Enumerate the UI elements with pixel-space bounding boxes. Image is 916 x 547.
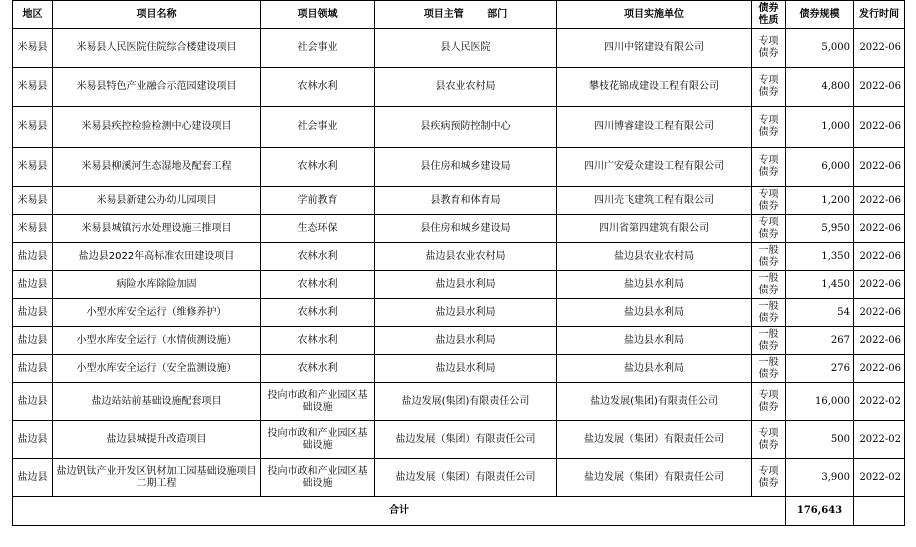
row-project-name: 米易县人民医院住院综合楼建设项目 <box>53 29 261 68</box>
row-dept: 盐边县水利局 <box>375 299 557 327</box>
row-project-name: 米易县新建公办幼儿园项目 <box>53 187 261 215</box>
row-bond-type: 一般债券 <box>752 271 786 299</box>
header-amount: 债券规模 <box>786 1 854 29</box>
row-dept: 盐边发展（集团）有限责任公司 <box>375 459 557 497</box>
table-row <box>13 215 905 243</box>
row-bond-type: 专项债券 <box>752 459 786 497</box>
row-project-name: 米易县城镇污水处理设施三推项目 <box>53 215 261 243</box>
row-region: 盐边县 <box>13 271 53 299</box>
row-bond-type: 专项债券 <box>752 383 786 421</box>
row-region: 米易县 <box>13 148 53 187</box>
table-row <box>13 29 905 68</box>
row-field: 农林水利 <box>261 243 375 271</box>
row-region: 盐边县 <box>13 355 53 383</box>
total-row <box>13 497 905 526</box>
table-header-row <box>13 1 905 29</box>
row-unit: 盐边县水利局 <box>557 355 752 383</box>
row-field: 农林水利 <box>261 68 375 107</box>
row-bond-type: 专项债券 <box>752 29 786 68</box>
row-unit: 盐边县水利局 <box>557 299 752 327</box>
row-field: 投向市政和产业园区基础设施 <box>261 459 375 497</box>
row-region: 米易县 <box>13 215 53 243</box>
row-unit: 四川广安爱众建设工程有限公司 <box>557 148 752 187</box>
row-project-name: 盐边站站前基础设施配套项目 <box>53 383 261 421</box>
row-field: 投向市政和产业园区基础设施 <box>261 383 375 421</box>
table-row <box>13 271 905 299</box>
row-unit: 盐边县农业农村局 <box>557 243 752 271</box>
row-amount: 1,200 <box>786 187 854 215</box>
row-dept: 县疾病预防控制中心 <box>375 107 557 148</box>
row-region: 盐边县 <box>13 299 53 327</box>
row-region: 盐边县 <box>13 383 53 421</box>
row-region: 米易县 <box>13 68 53 107</box>
row-amount: 5,000 <box>786 29 854 68</box>
row-bond-type: 一般债券 <box>752 355 786 383</box>
row-date: 2022-06 <box>854 107 905 148</box>
table-row <box>13 327 905 355</box>
row-dept: 县住房和城乡建设局 <box>375 215 557 243</box>
row-amount: 1,450 <box>786 271 854 299</box>
row-project-name: 盐边县2022年高标准农田建设项目 <box>53 243 261 271</box>
row-date: 2022-06 <box>854 243 905 271</box>
row-unit: 四川省第四建筑有限公司 <box>557 215 752 243</box>
header-field: 项目领域 <box>261 1 375 29</box>
total-empty-cell <box>854 497 905 526</box>
row-region: 盐边县 <box>13 327 53 355</box>
row-amount: 267 <box>786 327 854 355</box>
row-amount: 4,800 <box>786 68 854 107</box>
row-bond-type: 一般债券 <box>752 243 786 271</box>
row-project-name: 盐边钒钛产业开发区钒材加工园基础设施项目二期工程 <box>53 459 261 497</box>
table-row <box>13 355 905 383</box>
row-dept: 盐边发展(集团)有限责任公司 <box>375 383 557 421</box>
row-field: 农林水利 <box>261 148 375 187</box>
row-region: 盐边县 <box>13 243 53 271</box>
row-date: 2022-06 <box>854 29 905 68</box>
row-bond-type: 专项债券 <box>752 148 786 187</box>
row-date: 2022-06 <box>854 299 905 327</box>
header-dept: 项目主管 部门 <box>375 1 557 29</box>
header-project-name: 项目名称 <box>53 1 261 29</box>
row-project-name: 米易县特色产业融合示范园建设项目 <box>53 68 261 107</box>
table-row <box>13 107 905 148</box>
row-amount: 5,950 <box>786 215 854 243</box>
row-bond-type: 一般债券 <box>752 299 786 327</box>
header-unit: 项目实施单位 <box>557 1 752 29</box>
row-bond-type: 专项债券 <box>752 187 786 215</box>
row-amount: 276 <box>786 355 854 383</box>
row-date: 2022-06 <box>854 327 905 355</box>
table-row <box>13 148 905 187</box>
row-field: 学前教育 <box>261 187 375 215</box>
row-region: 盐边县 <box>13 459 53 497</box>
row-dept: 盐边县水利局 <box>375 327 557 355</box>
row-unit: 盐边县水利局 <box>557 327 752 355</box>
row-field: 农林水利 <box>261 299 375 327</box>
row-dept: 县教育和体育局 <box>375 187 557 215</box>
row-date: 2022-06 <box>854 68 905 107</box>
row-date: 2022-06 <box>854 215 905 243</box>
row-unit: 四川中铭建设有限公司 <box>557 29 752 68</box>
row-date: 2022-02 <box>854 421 905 459</box>
row-region: 米易县 <box>13 187 53 215</box>
row-field: 社会事业 <box>261 107 375 148</box>
header-bond-type: 债券性质 <box>752 1 786 29</box>
table-row <box>13 187 905 215</box>
row-project-name: 米易县柳溪河生态湿地及配套工程 <box>53 148 261 187</box>
row-unit: 四川壳飞建筑工程有限公司 <box>557 187 752 215</box>
row-project-name: 小型水库安全运行（安全监测设施） <box>53 355 261 383</box>
row-field: 投向市政和产业园区基础设施 <box>261 421 375 459</box>
row-dept: 盐边发展（集团）有限责任公司 <box>375 421 557 459</box>
row-amount: 500 <box>786 421 854 459</box>
row-dept: 县住房和城乡建设局 <box>375 148 557 187</box>
row-field: 农林水利 <box>261 327 375 355</box>
row-dept: 盐边县水利局 <box>375 271 557 299</box>
table-row <box>13 459 905 497</box>
row-project-name: 米易县疾控检验检测中心建设项目 <box>53 107 261 148</box>
table-row <box>13 68 905 107</box>
row-project-name: 小型水库安全运行（水情侦测设施） <box>53 327 261 355</box>
table-row <box>13 299 905 327</box>
row-unit: 盐边发展（集团）有限责任公司 <box>557 459 752 497</box>
row-bond-type: 专项债券 <box>752 215 786 243</box>
row-field: 生态环保 <box>261 215 375 243</box>
row-date: 2022-02 <box>854 383 905 421</box>
row-amount: 1,350 <box>786 243 854 271</box>
row-project-name: 小型水库安全运行（维修养护） <box>53 299 261 327</box>
total-amount: 176,643 <box>786 497 854 526</box>
row-unit: 盐边发展（集团）有限责任公司 <box>557 421 752 459</box>
row-amount: 54 <box>786 299 854 327</box>
bond-project-table <box>12 0 905 526</box>
row-dept: 县人民医院 <box>375 29 557 68</box>
row-date: 2022-02 <box>854 459 905 497</box>
row-amount: 3,900 <box>786 459 854 497</box>
header-region: 地区 <box>13 1 53 29</box>
row-bond-type: 专项债券 <box>752 107 786 148</box>
header-date: 发行时间 <box>854 1 905 29</box>
row-region: 米易县 <box>13 107 53 148</box>
row-amount: 16,000 <box>786 383 854 421</box>
row-amount: 6,000 <box>786 148 854 187</box>
table-row <box>13 421 905 459</box>
row-region: 盐边县 <box>13 421 53 459</box>
row-bond-type: 专项债券 <box>752 421 786 459</box>
table-row <box>13 383 905 421</box>
row-unit: 四川博睿建设工程有限公司 <box>557 107 752 148</box>
row-field: 社会事业 <box>261 29 375 68</box>
table-row <box>13 243 905 271</box>
row-region: 米易县 <box>13 29 53 68</box>
row-date: 2022-06 <box>854 148 905 187</box>
row-dept: 盐边县水利局 <box>375 355 557 383</box>
row-bond-type: 专项债券 <box>752 68 786 107</box>
row-unit: 盐边发展(集团)有限责任公司 <box>557 383 752 421</box>
row-amount: 1,000 <box>786 107 854 148</box>
row-unit: 盐边县水利局 <box>557 271 752 299</box>
total-label: 合计 <box>13 497 786 526</box>
row-dept: 县农业农村局 <box>375 68 557 107</box>
row-field: 农林水利 <box>261 355 375 383</box>
row-date: 2022-06 <box>854 355 905 383</box>
row-dept: 盐边县农业农村局 <box>375 243 557 271</box>
row-date: 2022-06 <box>854 271 905 299</box>
row-project-name: 盐边县城提升改造项目 <box>53 421 261 459</box>
row-bond-type: 一般债券 <box>752 327 786 355</box>
row-unit: 攀枝花锦成建设工程有限公司 <box>557 68 752 107</box>
row-date: 2022-06 <box>854 187 905 215</box>
row-field: 农林水利 <box>261 271 375 299</box>
row-project-name: 病险水库除险加固 <box>53 271 261 299</box>
